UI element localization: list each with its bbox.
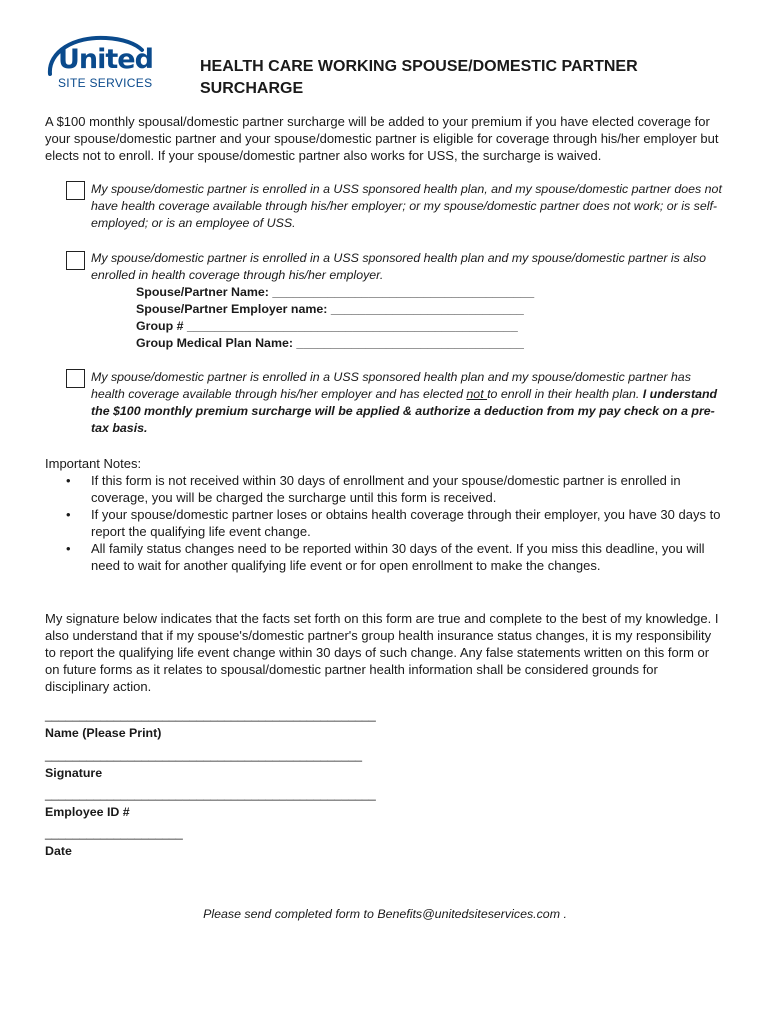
signature-line[interactable]: ______________________________________________ [45, 748, 362, 762]
option-3-text [91, 369, 726, 437]
spouse-partner-name-field[interactable]: Spouse/Partner Name: ______________________________________ [136, 285, 535, 299]
note-text: If your spouse/domestic partner loses or obtains health coverage through their employer, you have 30 days to report the qualifying life event change. [91, 507, 721, 539]
footer-instructions: Please send completed form to Benefits@unitedsiteservices.com . [203, 907, 567, 921]
name-print-label: Name (Please Print) [45, 726, 162, 740]
notes-heading: Important Notes: [45, 456, 142, 471]
spouse-partner-employer-field[interactable]: Spouse/Partner Employer name: ____________________________ [136, 302, 524, 316]
name-print-line[interactable]: ________________________________________________ [45, 708, 376, 722]
option-1-checkbox[interactable] [66, 181, 85, 200]
form-title: HEALTH CARE WORKING SPOUSE/DOMESTIC PARTNER SURCHARGE [200, 58, 638, 97]
logo-subtitle: SITE SERVICES [58, 76, 153, 90]
note-text: If this form is not received within 30 days of enrollment and your spouse/domestic partner is enrolled in coverage, you will be charged the surcharge until this form is received. [91, 473, 681, 505]
option-3-checkbox[interactable] [66, 369, 85, 388]
signature-statement: My signature below indicates that the facts set forth on this form are true and complete to the best of my knowledge. I also understand that if my spouse's/domestic partner's group health insurance status changes, it is my responsibility to report the qualifying life event change within 30 days of such change. Any false statements written on this form or on future forms as it relates to spousal/domestic partner health information shall be considered grounds for disciplinary action. [45, 611, 719, 694]
logo-wordmark: United [58, 44, 153, 75]
note-item [64, 472, 724, 506]
option-2-checkbox[interactable] [66, 251, 85, 270]
option-3-text-underlined: not [466, 387, 488, 401]
bullet-icon: • [66, 541, 71, 556]
option-3-text-before: My spouse/domestic partner is enrolled in a USS sponsored health plan and my spouse/domestic partner has health coverage available through his/her employer and has elected [91, 370, 691, 401]
intro-paragraph: A $100 monthly spousal/domestic partner surcharge will be added to your premium if you have elected coverage for your spouse/domestic partner and your spouse/domestic partner is eligible for coverage through his/her employer but elects not to enroll. If your spouse/domestic partner also works for USS, the surcharge is waived. [45, 114, 719, 163]
group-number-field[interactable]: Group # ________________________________________________ [136, 319, 518, 333]
option-1-text: My spouse/domestic partner is enrolled in a USS sponsored health plan, and my spouse/domestic partner does not have health coverage available through his/her employer; or my spouse/domestic partner does not work; or is self-employed; or is an employee of USS. [91, 182, 722, 230]
spouse-info-fields [136, 284, 536, 352]
notes-list [64, 472, 724, 574]
option-3-text-after: to enroll in their health plan. [487, 387, 643, 401]
date-label: Date [45, 844, 72, 858]
company-logo [44, 34, 168, 92]
date-line[interactable]: ____________________ [45, 826, 183, 840]
employee-id-line[interactable]: ________________________________________________ [45, 787, 376, 801]
note-text: All family status changes need to be reported within 30 days of the event. If you miss this deadline, you will need to wait for another qualifying life event or for open enrollment to make the changes. [91, 541, 705, 573]
note-item [64, 540, 724, 574]
option-3-text-bold: I understand the $100 monthly premium surcharge will be applied & authorize a deduction from my pay check on a pre-tax basis. [91, 387, 718, 435]
option-2-text: My spouse/domestic partner is enrolled in a USS sponsored health plan and my spouse/domestic partner is also enrolled in health coverage through his/her employer. [91, 251, 707, 282]
note-item [64, 506, 724, 540]
bullet-icon: • [66, 473, 71, 488]
group-medical-plan-field[interactable]: Group Medical Plan Name: _________________________________ [136, 336, 524, 350]
bullet-icon: • [66, 507, 71, 522]
signature-label: Signature [45, 766, 103, 780]
employee-id-label: Employee ID # [45, 805, 130, 819]
